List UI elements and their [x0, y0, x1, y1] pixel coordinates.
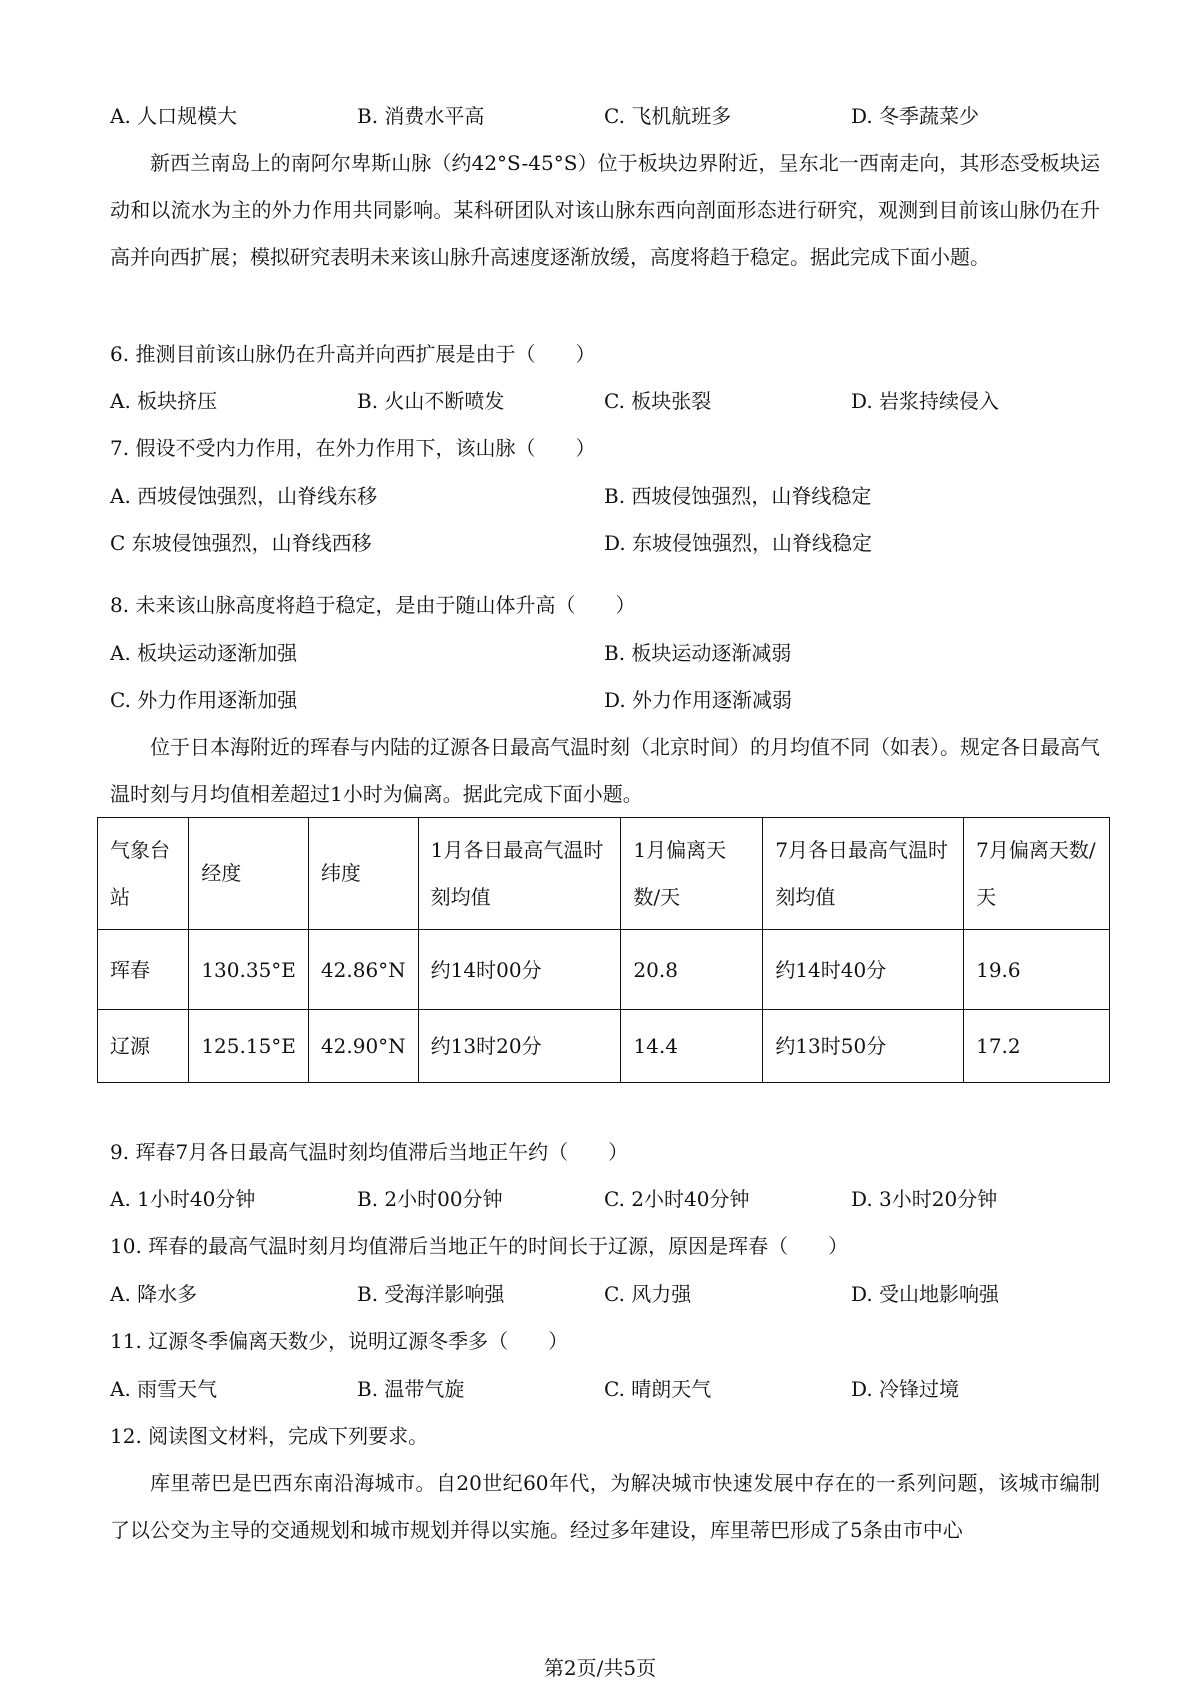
question-11: 11. 辽源冬季偏离天数少，说明辽源冬季多（ ） [110, 1329, 569, 1353]
question-6: 6. 推测目前该山脉仍在升高并向西扩展是由于（ ） [110, 342, 596, 366]
table-cell: 约14时40分 [763, 930, 964, 1010]
table-header-row [98, 818, 1110, 930]
q6-option-a: A. 板块挤压 [110, 389, 218, 413]
passage-temperature: 位于日本海附近的珲春与内陆的辽源各日最高气温时刻（北京时间）的月均值不同（如表）。规定各日最高气温时刻与月均值相差超过1小时为偏离。据此完成下面小题。 [110, 735, 1100, 806]
q11-option-a: A. 雨雪天气 [110, 1377, 218, 1401]
q9-option-a: A. 1小时40分钟 [110, 1187, 256, 1211]
table-header-cell: 气象台站 [98, 818, 189, 930]
passage-mountains: 新西兰南岛上的南阿尔卑斯山脉（约42°S-45°S）位于板块边界附近，呈东北一西南走向，其形态受板块运动和以流水为主的外力作用共同影响。某科研团队对该山脉东西向剖面形态进行研究，观测到目前该山脉仍在升高并向西扩展；模拟研究表明未来该山脉升高速度逐渐放缓，高度将趋于稳定。据此完成下面小题。 [110, 151, 1100, 269]
q6-option-b: B. 火山不断喷发 [357, 389, 505, 413]
q7-option-d: D. 东坡侵蚀强烈，山脊线稳定 [604, 531, 873, 555]
q6-option-d: D. 岩浆持续侵入 [851, 389, 1000, 413]
table-header-cell: 1月各日最高气温时刻均值 [418, 818, 621, 930]
table-row [98, 930, 1110, 1010]
question-12: 12. 阅读图文材料，完成下列要求。 [110, 1424, 429, 1448]
q11-option-b: B. 温带气旋 [357, 1377, 465, 1401]
q10-option-a: A. 降水多 [110, 1282, 198, 1306]
table-cell: 42.86°N [308, 930, 418, 1010]
table-header-cell: 经度 [189, 818, 309, 930]
question-9: 9. 珲春7月各日最高气温时刻均值滞后当地正午约（ ） [110, 1140, 629, 1164]
table-cell: 130.35°E [189, 930, 309, 1010]
table-cell: 14.4 [621, 1010, 763, 1083]
table-header-cell: 1月偏离天数/天 [621, 818, 763, 930]
q10-option-c: C. 风力强 [604, 1282, 692, 1306]
table-cell: 约14时00分 [418, 930, 621, 1010]
table-header-cell: 7月各日最高气温时刻均值 [763, 818, 964, 930]
q9-option-b: B. 2小时00分钟 [357, 1187, 503, 1211]
q9-option-c: C. 2小时40分钟 [604, 1187, 750, 1211]
q10-option-b: B. 受海洋影响强 [357, 1282, 505, 1306]
table-cell: 42.90°N [308, 1010, 418, 1083]
q8-option-c: C. 外力作用逐渐加强 [110, 688, 298, 712]
passage-curitiba: 库里蒂巴是巴西东南沿海城市。自20世纪60年代，为解决城市快速发展中存在的一系列问题，该城市编制了以公交为主导的交通规划和城市规划并得以实施。经过多年建设，库里蒂巴形成了5条由市中心 [110, 1471, 1100, 1542]
page-number: 第2页/共5页 [543, 1656, 657, 1680]
q7-option-b: B. 西坡侵蚀强烈，山脊线稳定 [604, 484, 872, 508]
table-cell: 珲春 [98, 930, 189, 1010]
q5-option-b: B. 消费水平高 [357, 104, 485, 128]
table-header-cell: 7月偏离天数/天 [964, 818, 1110, 930]
table-cell: 约13时20分 [418, 1010, 621, 1083]
temperature-table [97, 817, 1110, 1083]
q11-option-d: D. 冷锋过境 [851, 1377, 960, 1401]
table-cell: 约13时50分 [763, 1010, 964, 1083]
q9-option-d: D. 3小时20分钟 [851, 1187, 998, 1211]
q11-option-c: C. 晴朗天气 [604, 1377, 712, 1401]
table-cell: 辽源 [98, 1010, 189, 1083]
question-10: 10. 珲春的最高气温时刻月均值滞后当地正午的时间长于辽源，原因是珲春（ ） [110, 1234, 849, 1258]
q8-option-d: D. 外力作用逐渐减弱 [604, 688, 793, 712]
q10-option-d: D. 受山地影响强 [851, 1282, 1000, 1306]
q5-option-c: C. 飞机航班多 [604, 104, 732, 128]
table-cell: 19.6 [964, 930, 1110, 1010]
q7-option-c: C 东坡侵蚀强烈，山脊线西移 [110, 531, 372, 555]
q8-option-b: B. 板块运动逐渐减弱 [604, 641, 792, 665]
q8-option-a: A. 板块运动逐渐加强 [110, 641, 298, 665]
q7-option-a: A. 西坡侵蚀强烈，山脊线东移 [110, 484, 378, 508]
table-cell: 20.8 [621, 930, 763, 1010]
q5-option-a: A. 人口规模大 [110, 104, 238, 128]
table-cell: 125.15°E [189, 1010, 309, 1083]
question-7: 7. 假设不受内力作用，在外力作用下，该山脉（ ） [110, 436, 596, 460]
q6-option-c: C. 板块张裂 [604, 389, 712, 413]
q5-option-d: D. 冬季蔬菜少 [851, 104, 980, 128]
question-8: 8. 未来该山脉高度将趋于稳定，是由于随山体升高（ ） [110, 593, 636, 617]
table-row [98, 1010, 1110, 1083]
table-cell: 17.2 [964, 1010, 1110, 1083]
table-header-cell: 纬度 [308, 818, 418, 930]
